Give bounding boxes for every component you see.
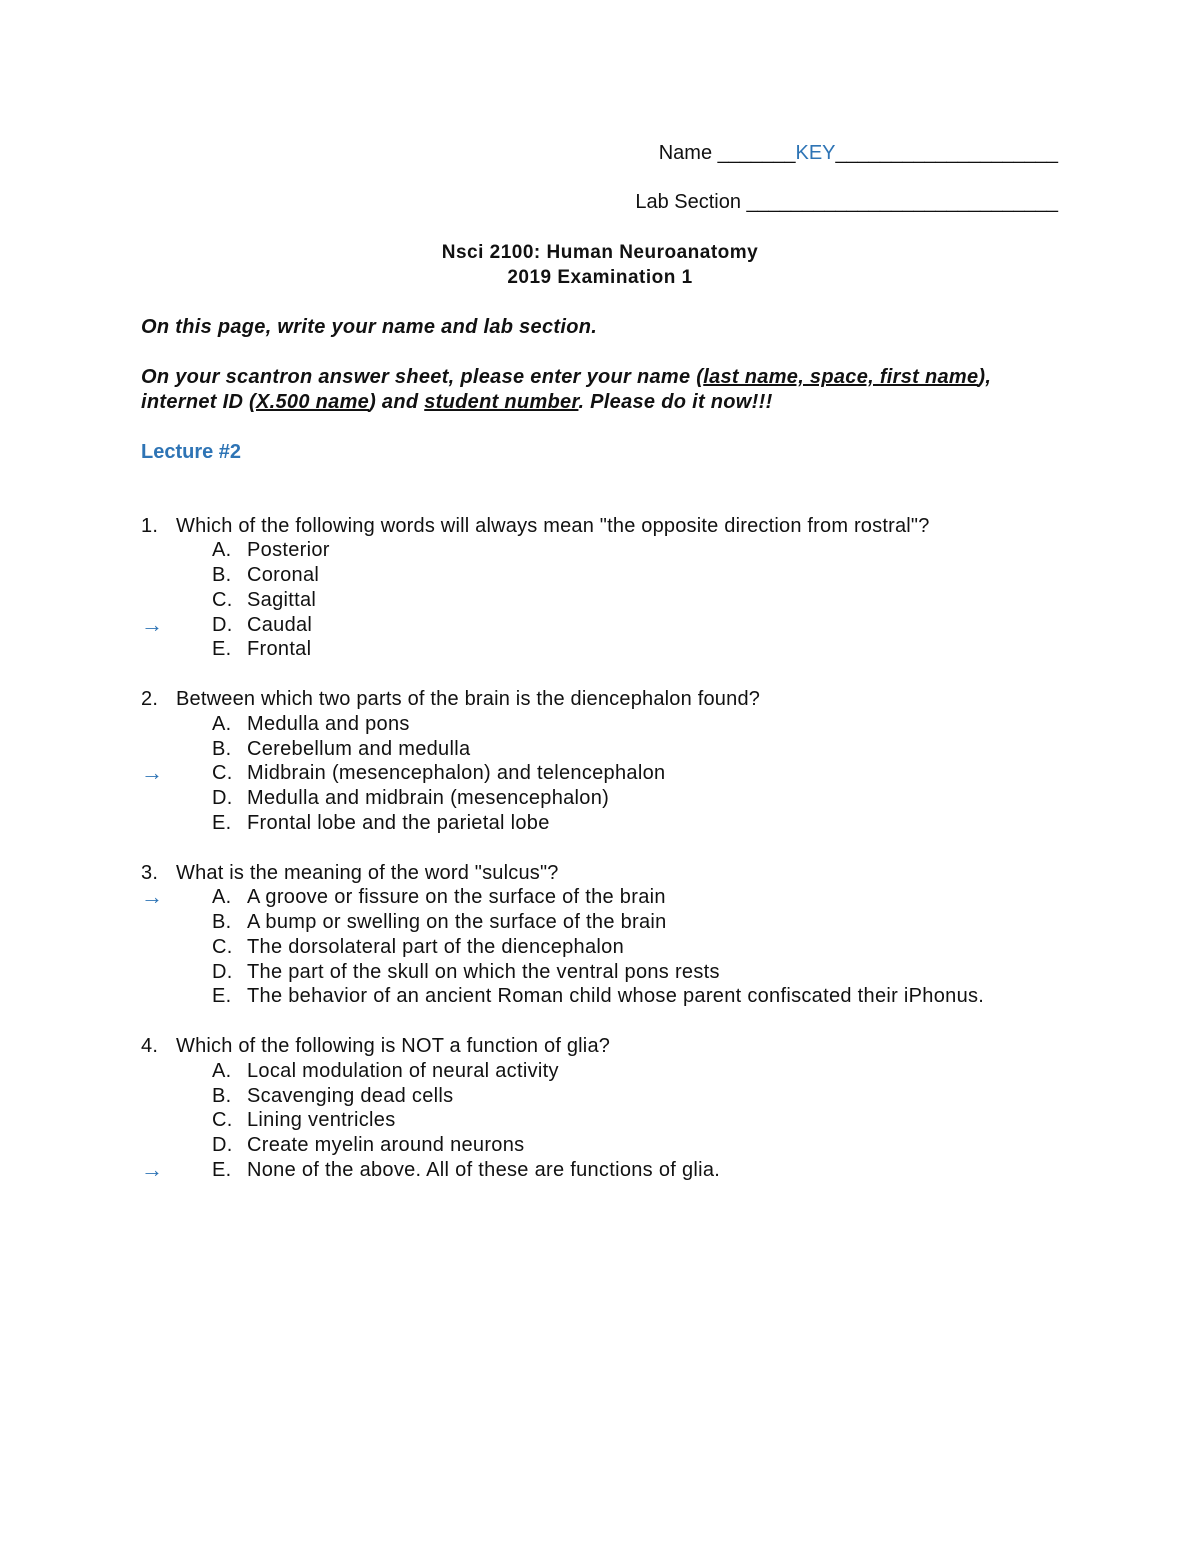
lab-label: Lab Section: [635, 191, 741, 213]
question-1: [141, 515, 930, 538]
option-item: A. A groove or fissure on the surface of the brain: [212, 886, 666, 908]
answer-arrow-icon: →: [141, 1157, 163, 1182]
option-item: D. The part of the skull on which the ventral pons rests: [212, 961, 720, 983]
option-item: D. Medulla and midbrain (mesencephalon): [212, 787, 610, 809]
name-value: KEY: [795, 142, 836, 164]
question-3: [141, 862, 559, 885]
question-text: Between which two parts of the brain is the diencephalon found?: [176, 688, 761, 710]
answer-arrow-icon: →: [141, 760, 163, 785]
instruction-page: On this page, write your name and lab section.: [141, 316, 598, 338]
option-item: B. Coronal: [212, 564, 320, 586]
question-number: 1.: [141, 515, 159, 537]
exam-title: Nsci 2100: Human Neuroanatomy: [441, 242, 759, 263]
question-text: What is the meaning of the word "sulcus"?: [176, 862, 559, 884]
name-line: [659, 142, 1058, 165]
instruction-scantron: On your scantron answer sheet, please enter your name (last name, space, first name),: [141, 366, 992, 388]
name-label: Name _______: [658, 142, 796, 164]
option-item: E. Frontal lobe and the parietal lobe: [212, 812, 550, 834]
question-text: Which of the following is NOT a function of glia?: [176, 1035, 611, 1057]
option-item: E. Frontal: [212, 638, 312, 660]
option-item: B. Cerebellum and medulla: [212, 738, 471, 760]
option-item: A. Local modulation of neural activity: [212, 1060, 559, 1082]
option-item: A. Medulla and pons: [212, 713, 410, 735]
instruction-scantron-cont: internet ID (X.500 name) and student number. Please do it now!!!: [141, 391, 773, 413]
option-item: B. Scavenging dead cells: [212, 1085, 454, 1107]
option-item: C. Lining ventricles: [212, 1109, 396, 1131]
option-item: E. None of the above. All of these are functions of glia.: [212, 1159, 721, 1181]
section-heading: Lecture #2: [141, 441, 242, 463]
option-item: C. Midbrain (mesencephalon) and telencephalon: [212, 762, 666, 784]
question-number: 2.: [141, 688, 159, 710]
option-item: B. A bump or swelling on the surface of the brain: [212, 911, 667, 933]
exam-subtitle: 2019 Examination 1: [507, 267, 693, 288]
option-item: E. The behavior of an ancient Roman child whose parent confiscated their iPhonus.: [212, 985, 985, 1007]
answer-arrow-icon: →: [141, 884, 163, 909]
option-item: D. Create myelin around neurons: [212, 1134, 525, 1156]
question-number: 3.: [141, 862, 159, 884]
question-number: 4.: [141, 1035, 159, 1057]
question-2: [141, 688, 760, 711]
option-item: A. Posterior: [212, 539, 330, 561]
lab-section-line: [635, 191, 1058, 214]
question-4: [141, 1035, 610, 1058]
option-item: C. Sagittal: [212, 589, 317, 611]
option-item: C. The dorsolateral part of the diencephalon: [212, 936, 624, 958]
lab-underline: ____________________________: [746, 191, 1058, 213]
question-text: Which of the following words will always mean "the opposite direction from rostral"?: [176, 515, 930, 537]
name-underline: ____________________: [835, 142, 1058, 164]
option-item: D. Caudal: [212, 614, 313, 636]
answer-arrow-icon: →: [141, 612, 163, 637]
